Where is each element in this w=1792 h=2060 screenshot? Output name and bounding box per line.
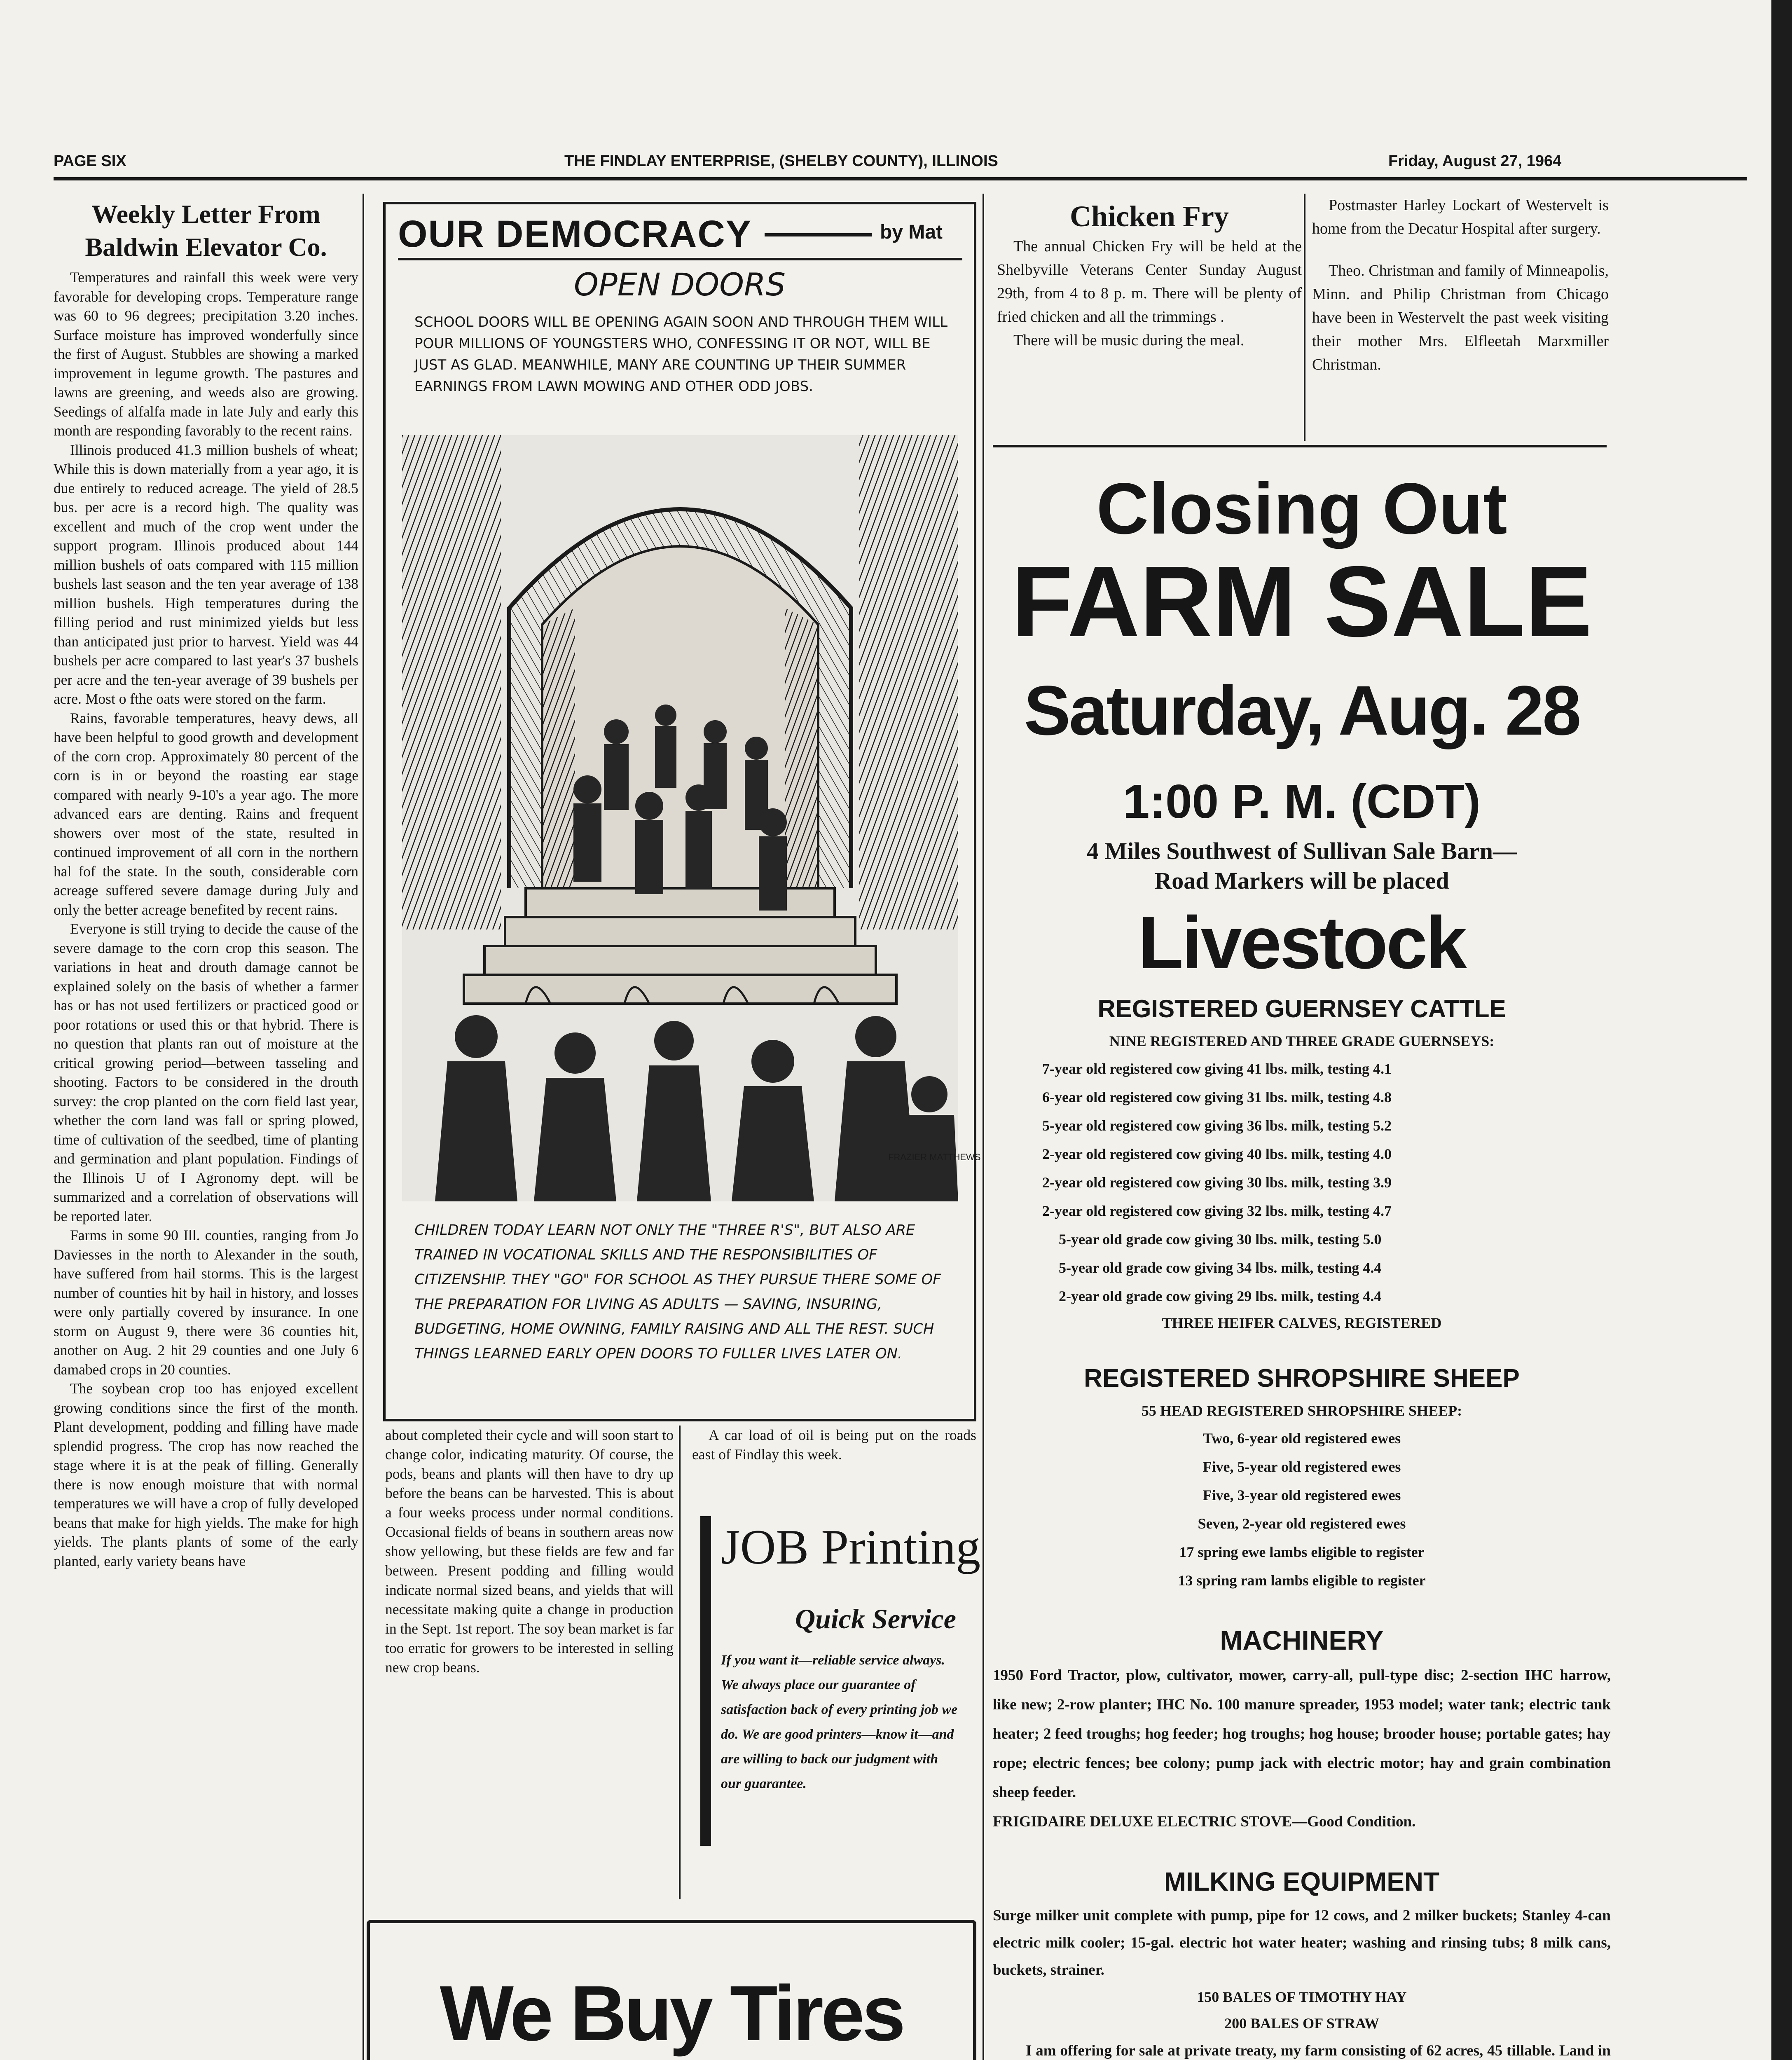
- cartoon-byline: by Mat: [880, 221, 943, 243]
- paragraph: Farms in some 90 Ill. counties, ranging from Jo Daviesses in the north to Alexander in the south, have suffered from hail storms. This is the largest number of counties hit by hail in history, and losses were only partially covered by insurance. In one storm on August 9, there were 36 counties hit, another on Aug. 2 hit 29 counties and one July 6 damabed crops in 20 counties.: [54, 1227, 358, 1378]
- sale-time: 1:00 P. M. (CDT): [1123, 775, 1481, 828]
- personal-note: Theo. Christman and family of Minneapolis, Minn. and Philip Christman from Chicago have been in Westervelt the past week visiting their mother Mrs. Elfleetah Marxmiller Christman.: [1312, 262, 1609, 373]
- hay-line: 150 BALES OF TIMOTHY HAY: [1197, 1989, 1407, 2005]
- cartoon-intro: SCHOOL DOORS WILL BE OPENING AGAIN SOON AND THROUGH THEM WILL POUR MILLIONS OF YOUNGSTERS WHO, CONFESSING IT OR NOT, WILL BE JUST AS GLAD. MEANWHILE, MANY ARE COUNTING UP THEIR SUMMER EARNINGS FROM LAWN MOWING AND OTHER ODD JOBS.: [414, 314, 948, 395]
- column-rule: [679, 1426, 681, 1899]
- cartoon-caption: CHILDREN TODAY LEARN NOT ONLY THE "THREE R'S", BUT ALSO ARE TRAINED IN VOCATIONAL SKILLS AND THE RESPONSIBILITIES OF CITIZENSHIP. THEY "GO" FOR SCHOOL AS THEY PURSUE THERE SOME OF THE PREPARATION FOR LIVING AS ADULTS — SAVING, INSURING, BUDGETING, HOME OWNING, FAMILY RAISING AND ALL THE REST. SUCH THINGS LEARNED EARLY OPEN DOORS TO FULLER LIVES LATER ON.: [414, 1222, 941, 1362]
- column-rule: [1304, 194, 1305, 441]
- guernsey-subheading: NINE REGISTERED AND THREE GRADE GUERNSEYS:: [1109, 1033, 1495, 1049]
- article-continued: about completed their cycle and will soon start to change color, indicating maturity. Of course, the pods, beans and plants will then have to dry up before the beans can be harvested. This is about a four weeks process under normal conditions. Occasional fields of beans in southern areas now show yellowing, but these fields are few and far between. Present podding and filling would indicate normal sized beans, and yields that will necessitate making quite a change in production in the Sept. 1st report. The soy bean market is far too erratic for growers to be interested in selling new crop beans.: [385, 1427, 674, 1676]
- cow-item: 5-year old grade cow giving 30 lbs. milk, testing 5.0: [1059, 1231, 1382, 1248]
- cartoon-header: OUR DEMOCRACY: [398, 213, 752, 255]
- sale-title: FARM SALE: [1011, 545, 1592, 658]
- machinery-list: 1950 Ford Tractor, plow, cultivator, mower, carry-all, pull-type disc; 2-section IHC harrow, like new; 2-row planter; IHC No. 100 manure spreader, 1953 model; water tank; electric tank heater; 2 feed troughs; hog feeder; hog troughs; hog house; brooder house; portable gates; hay rope; electric fences; bee colony; pump jack with electric motor; hay and grain combination sheep feeder.: [993, 1667, 1611, 1801]
- machinery-heading: MACHINERY: [1220, 1625, 1384, 1655]
- our-democracy-cartoon: [383, 202, 981, 1421]
- paragraph: The soybean crop too has enjoyed excellent growing conditions since the first of the month. Plant development, podding and filling have made splendid progress. The crop has now reached the stage where it is at the peak of filling. Generally there is now enough moisture that with normal temperatures we will have a crop of fully developed beans that make for high yields. The make for high yields. The plants plants of some of the early planted, early variety beans have: [54, 1380, 358, 1569]
- paragraph: Rains, favorable temperatures, heavy dews, all have been helpful to good growth and development of the corn crop. Approximately 80 percent of the corn is in or beyond the roasting ear stage compared with nearly 9-10's a year ago. The more advanced ears are denting. Rains and frequent showers over most of the state, resulted in continued improvement of all corn in the northern hal fof the state. In the south, considerable corn acreage suffered severe damage during July and only the better acreage benefited by recent rains.: [54, 709, 358, 918]
- straw-line: 200 BALES OF STRAW: [1224, 2015, 1379, 2032]
- sheep-item: Five, 3-year old registered ewes: [1202, 1487, 1401, 1503]
- paragraph: Illinois produced 41.3 million bushels of wheat; While this is down materially from a year ago, it is due entirely to reduced acreage. The yield of 28.5 bus. per acre is a record high. The quality was excellent and much of the crop went under the support program. Illinois produced about 144 million bushels of oats compared with 115 million bushels last season and the ten year average of 138 million bushels. High temperatures during the filling period and rust minimized yields but less than anticipated just prior to harvest. Yield was 44 bushels per acre compared to last year's 37 bushels per acre and the ten-year average of 39 bushels per acre. Most o fthe oats were stored on the farm.: [54, 441, 358, 707]
- sale-date: Saturday, Aug. 28: [1024, 672, 1580, 750]
- tires-headline: We Buy Tires: [440, 1970, 903, 2057]
- heifers-line: THREE HEIFER CALVES, REGISTERED: [1162, 1315, 1442, 1331]
- sheep-item: 17 spring ewe lambs eligible to register: [1179, 1544, 1425, 1560]
- cow-item: 5-year old registered cow giving 36 lbs. milk, testing 5.2: [1042, 1117, 1392, 1134]
- sale-livestock-heading: Livestock: [1138, 901, 1466, 984]
- ad-bar: [700, 1516, 711, 1846]
- masthead: [54, 144, 1747, 173]
- header-rule: [398, 258, 962, 260]
- sheep-item: 13 spring ram lambs eligible to register: [1178, 1572, 1426, 1589]
- personals: [1312, 194, 1609, 377]
- article-title: Weekly Letter From: [91, 199, 321, 229]
- chicken-fry-notice: [997, 198, 1302, 352]
- sale-location: 4 Miles Southwest of Sullivan Sale Barn—: [1086, 838, 1517, 864]
- chicken-fry-body: The annual Chicken Fry will be held at the Shelbyville Veterans Center Sunday August 29th, from 4 to 8 p. m. There will be plenty of fried chicken and all the trimmings .: [997, 238, 1302, 325]
- job-printing-ad: [700, 1516, 985, 1903]
- sheep-list: [989, 1424, 1615, 1595]
- sheep-heading: REGISTERED SHROPSHIRE SHEEP: [1084, 1364, 1520, 1393]
- cow-item: 5-year old grade cow giving 34 lbs. milk, testing 4.4: [1059, 1259, 1382, 1276]
- paragraph: Temperatures and rainfall this week were very favorable for developing crops. Temperature range was 60 to 96 degrees; precipitation 3.20 inches. Surface moisture has improved wonderfully since the first of August. Stubbles are showing a marked improvement in legume growth. The pastures and lawns are greening, and weeds also are growing. Seedings of alfalfa made in late July and early this month are responding favorably to the recent rains.: [54, 269, 358, 439]
- sheep-item: Five, 5-year old registered ewes: [1202, 1458, 1401, 1475]
- weekly-letter-article: [54, 198, 358, 1571]
- page-edge-shadow: [1771, 0, 1792, 2060]
- cartoon-title: OPEN DOORS: [574, 266, 786, 303]
- cow-item: 2-year old grade cow giving 29 lbs. milk, testing 4.4: [1059, 1288, 1382, 1304]
- sale-closing-out: Closing Out: [1096, 468, 1507, 549]
- article-body: [54, 268, 358, 1571]
- private-treaty: I am offering for sale at private treaty, my farm consisting of 62 acres, 45 tillable. Land in: [1026, 2042, 1611, 2059]
- chicken-fry-title: Chicken Fry: [1070, 200, 1229, 233]
- header-dash: [765, 233, 872, 236]
- cow-list: [989, 1055, 1615, 1311]
- page-number: PAGE SIX: [54, 152, 126, 170]
- milking-list: Surge milker unit complete with pump, pipe for 12 cows, and 2 milker buckets; Stanley 4-can electric milk cooler; 15-gal. electric hot water heater; washing and rinsing tubs; 8 milk cans, buckets, strainer.: [993, 1907, 1611, 1978]
- column-rule: [363, 194, 364, 2060]
- section-rule: [993, 445, 1607, 447]
- sheep-item: Seven, 2-year old registered ewes: [1198, 1515, 1406, 1532]
- milking-heading: MILKING EQUIPMENT: [1164, 1867, 1440, 1896]
- newspaper-name: THE FINDLAY ENTERPRISE, (SHELBY COUNTY), ILLINOIS: [564, 152, 998, 170]
- cow-item: 2-year old registered cow giving 40 lbs. milk, testing 4.0: [1042, 1146, 1392, 1162]
- issue-date: Friday, August 27, 1964: [1388, 152, 1562, 170]
- article-title-line2: Baldwin Elevator Co.: [85, 232, 327, 262]
- school-doors-illustration: [402, 435, 981, 1201]
- guernsey-heading: REGISTERED GUERNSEY CATTLE: [1097, 995, 1506, 1023]
- job-printing-subtitle: Quick Service: [795, 1603, 956, 1634]
- paragraph: Everyone is still trying to decide the cause of the severe damage to the corn crop this season. The variations in heat and drouth damage cannot be explained solely on the basis of whether a farmer has or has not used fertilizers or practiced good or poor rotations or used this or that hybrid. There is no question that plants ran out of moisture at the critical growing period—between tasseling and shooting. Factors to be considered in the drouth survey: the crop planted on the corn field last year, whether the corn land was fall or spring plowed, time of cultivation of the seedbed, time of planting and germination and plant population. Findings of the Illinois U of I Agronomy dept. will be summarized and a correlation of observations will be reported later.: [54, 920, 358, 1224]
- sale-location-2: Road Markers will be placed: [1154, 867, 1449, 894]
- oil-road-note: A car load of oil is being put on the roads east of Findlay this week.: [692, 1427, 976, 1463]
- tires-ad: [367, 1920, 976, 2060]
- chicken-fry-music: There will be music during the meal.: [1013, 332, 1245, 349]
- cow-item: 7-year old registered cow giving 41 lbs. milk, testing 4.1: [1042, 1060, 1392, 1077]
- masthead-rule: [54, 177, 1747, 180]
- personal-note: Postmaster Harley Lockart of Westervelt is home from the Decatur Hospital after surgery.: [1312, 197, 1609, 237]
- cow-item: 2-year old registered cow giving 30 lbs. milk, testing 3.9: [1042, 1174, 1392, 1191]
- farm-sale-ad: [989, 470, 1615, 2060]
- job-printing-body: If you want it—reliable service always. We always place our guarantee of satisfaction back of every printing job we do. We are good printers—know it—and are willing to back our judgment with our guarantee.: [721, 1653, 958, 1791]
- cow-item: 2-year old registered cow giving 32 lbs. milk, testing 4.7: [1042, 1203, 1392, 1219]
- job-printing-title: JOB Printing: [721, 1519, 981, 1574]
- stove-line: FRIGIDAIRE DELUXE ELECTRIC STOVE—Good Condition.: [993, 1813, 1416, 1830]
- sheep-subheading: 55 HEAD REGISTERED SHROPSHIRE SHEEP:: [1141, 1402, 1462, 1419]
- sheep-item: Two, 6-year old registered ewes: [1202, 1430, 1401, 1447]
- artist-signature: FRAZIER MATTHEWS: [888, 1152, 981, 1162]
- cow-item: 6-year old registered cow giving 31 lbs. milk, testing 4.8: [1042, 1089, 1392, 1105]
